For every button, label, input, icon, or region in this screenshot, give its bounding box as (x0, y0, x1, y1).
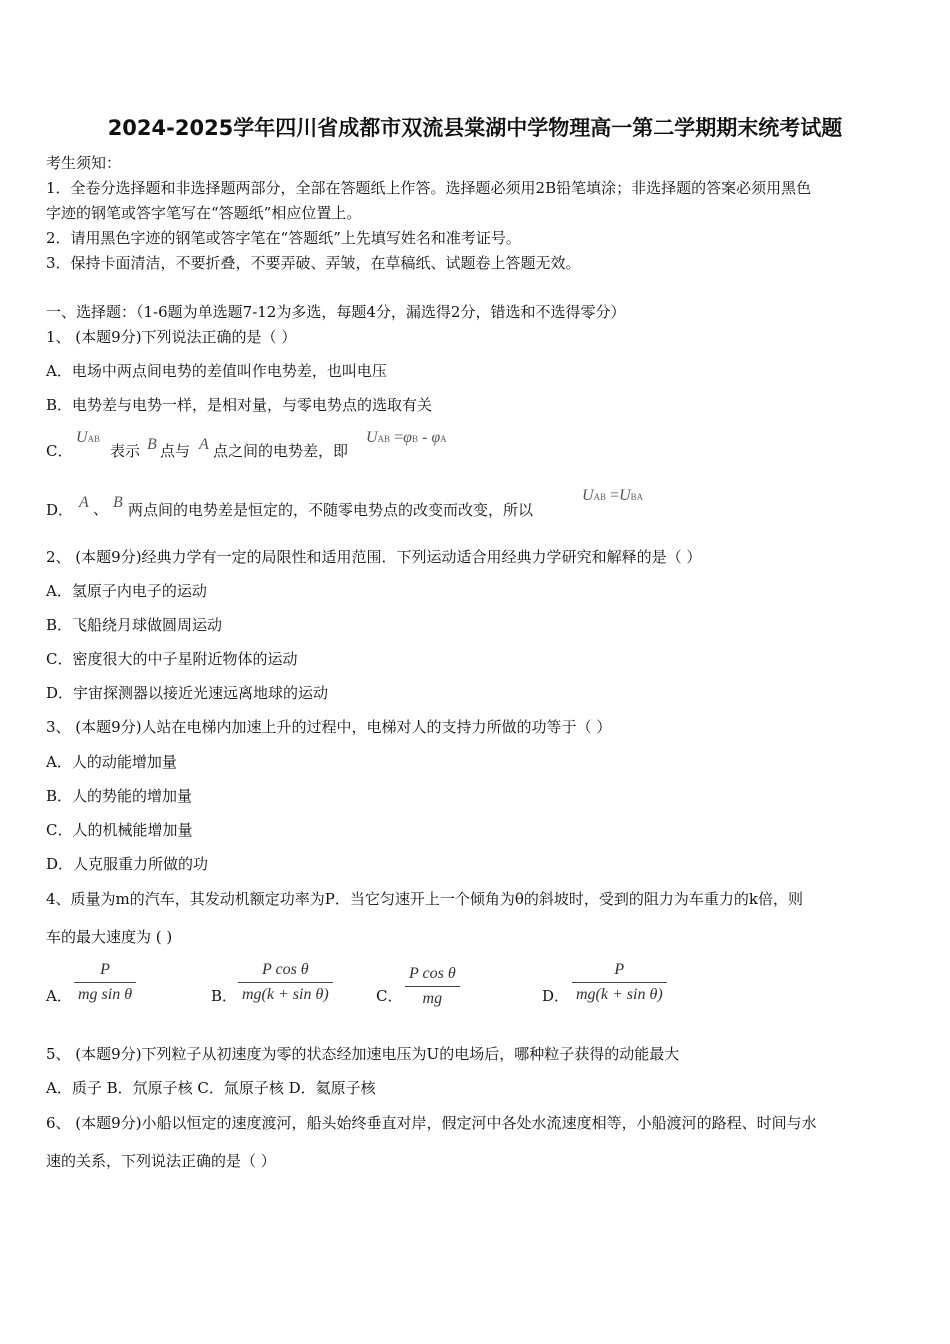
q4-c-denominator: mg (422, 990, 443, 1007)
q3-option-d: D．人克服重力所做的功 (46, 855, 209, 873)
q1-c-formula: UAB =φB - φA (366, 429, 447, 446)
q1-d-text-2: 两点间的电势差是恒定的，不随零电势点的改变而改变，所以 (128, 501, 534, 519)
q4-stem-line-1: 4、质量为m的汽车，其发动机额定功率为P．当它匀速开上一个倾角为θ的斜坡时，受到的阻力为车重力的k倍，则 (46, 890, 803, 908)
q4-option-a-fraction (74, 958, 136, 1007)
q1-option-d-label: D． (46, 501, 74, 519)
q4-option-c-label: C． (376, 987, 403, 1005)
q1-stem: 1、 (本题9分)下列说法正确的是（ ） (46, 328, 297, 346)
q4-option-d-fraction (572, 958, 667, 1007)
q4-option-b-fraction (238, 958, 333, 1007)
q1-option-a: A．电场中两点间电势的差值叫作电势差，也叫电压 (46, 362, 387, 380)
q4-option-b-label: B． (211, 987, 238, 1005)
q1-c-text-1: 表示 (110, 442, 141, 460)
q1-d-b-symbol: B (113, 494, 123, 511)
page-title: 2024-2025学年四川省成都市双流县棠湖中学物理高一第二学期期末统考试题 (107, 116, 843, 140)
q1-c-text-3: 点之间的电势差，即 (213, 442, 349, 460)
q1-c-u-ab: UAB (76, 429, 101, 446)
q6-stem-line-1: 6、 (本题9分)小船以恒定的速度渡河，船头始终垂直对岸，假定河中各处水流速度相等，小船渡河的路程、时间与水 (46, 1114, 817, 1132)
q4-option-d-label: D． (542, 987, 570, 1005)
q3-option-c: C．人的机械能增加量 (46, 821, 193, 839)
q4-a-denominator: mg sin θ (78, 986, 133, 1003)
q6-stem-line-2: 速的关系，下列说法正确的是（ ） (46, 1152, 276, 1170)
q5-stem: 5、 (本题9分)下列粒子从初速度为零的状态经加速电压为U的电场后，哪种粒子获得的动能最大 (46, 1045, 680, 1063)
q2-stem: 2、 (本题9分)经典力学有一定的局限性和适用范围．下列运动适合用经典力学研究和解释的是（ ） (46, 548, 702, 566)
q1-c-text-2: 点与 (160, 442, 191, 460)
q4-d-denominator: mg(k + sin θ) (576, 986, 663, 1003)
q2-option-a: A．氢原子内电子的运动 (46, 582, 207, 600)
q2-option-d: D．宇宙探测器以接近光速远离地球的运动 (46, 684, 329, 702)
q1-c-a-symbol: A (199, 436, 209, 453)
q1-d-text-1: 、 (93, 500, 109, 518)
q3-option-a: A．人的动能增加量 (46, 753, 177, 771)
q4-c-numerator: P cos θ (405, 962, 460, 987)
q2-option-b: B．飞船绕月球做圆周运动 (46, 616, 223, 634)
notice-line-3: 3．保持卡面清洁，不要折叠，不要弄破、弄皱，在草稿纸、试题卷上答题无效。 (46, 254, 581, 272)
q1-option-b: B．电势差与电势一样，是相对量，与零电势点的选取有关 (46, 396, 433, 414)
q4-a-numerator: P (74, 958, 136, 983)
q3-option-b: B．人的势能的增加量 (46, 787, 193, 805)
q1-c-b-symbol: B (147, 436, 157, 453)
q1-option-c-label: C． (46, 442, 73, 460)
notice-line-2: 2．请用黑色字迹的钢笔或答字笔在“答题纸”上先填写姓名和准考证号。 (46, 229, 521, 247)
section-heading: 一、选择题：（1-6题为单选题7-12为多选，每题4分，漏选得2分，错选和不选得零分） (46, 303, 626, 321)
q4-option-c-fraction (405, 962, 460, 1011)
notice-line-1a: 1．全卷分选择题和非选择题两部分，全部在答题纸上作答。选择题必须用2B铅笔填涂；非选择题的答案必须用黑色 (46, 179, 812, 197)
notice-line-1b: 字迹的钢笔或答字笔写在“答题纸”相应位置上。 (46, 204, 362, 222)
q3-stem: 3、 (本题9分)人站在电梯内加速上升的过程中，电梯对人的支持力所做的功等于（ ） (46, 718, 612, 736)
q2-option-c: C．密度很大的中子星附近物体的运动 (46, 650, 298, 668)
q4-option-a-label: A． (46, 987, 72, 1005)
q4-b-numerator: P cos θ (238, 958, 333, 983)
q1-d-formula: UAB =UBA (582, 487, 644, 504)
q4-b-denominator: mg(k + sin θ) (242, 986, 329, 1003)
q5-options: A．质子 B．氘原子核 C．氚原子核 D．氦原子核 (46, 1079, 376, 1097)
notice-heading: 考生须知： (46, 154, 122, 172)
q4-d-numerator: P (572, 958, 667, 983)
q4-stem-line-2: 车的最大速度为 ( ) (46, 928, 173, 946)
q1-d-a-symbol: A (79, 494, 89, 511)
